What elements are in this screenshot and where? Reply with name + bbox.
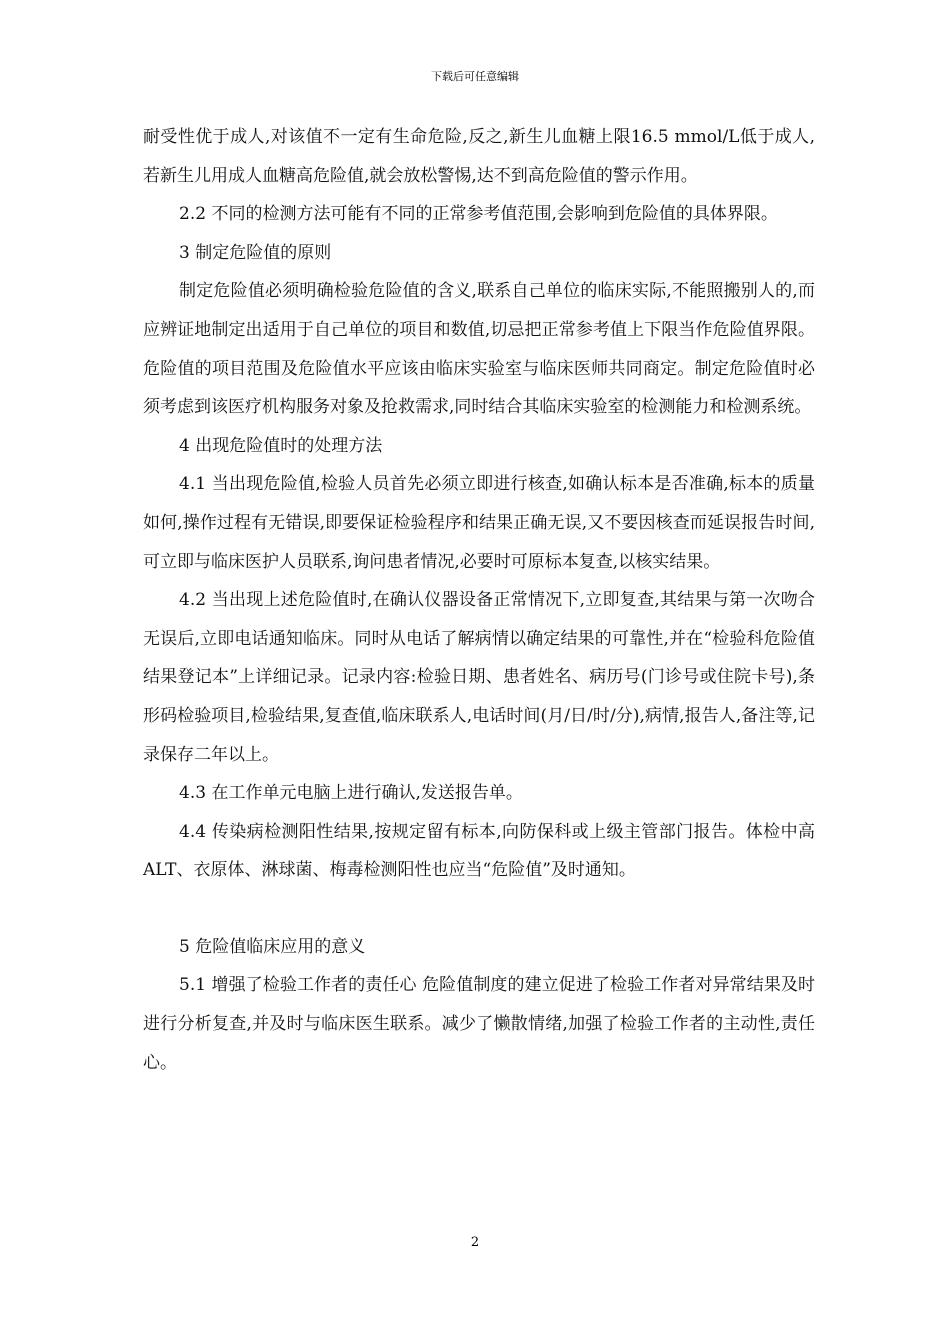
blank-line — [143, 890, 815, 928]
document-body — [143, 118, 815, 1082]
paragraph-4-1: 4.1 当出现危险值,检验人员首先必须立即进行核查,如确认标本是否准确,标本的质量如何,操作过程有无错误,即要保证检验程序和结果正确无误,又不要因核查而延误报告时间,可立即与临床医护人员联系,询问患者情况,必要时可原标本复查,以核实结果。 — [143, 474, 815, 572]
paragraph-5-1: 5.1 增强了检验工作者的责任心 危险值制度的建立促进了检验工作者对异常结果及时进行分析复查,并及时与临床医生联系。减少了懒散情绪,加强了检验工作者的主动性,责任心。 — [143, 975, 815, 1073]
paragraph-4-4: 4.4 传染病检测阳性结果,按规定留有标本,向防保科或上级主管部门报告。体检中高ALT、衣原体、淋球菌、梅毒检测阳性也应当“危险值”及时通知。 — [143, 821, 815, 881]
page-number: 2 — [470, 1235, 480, 1250]
section-heading-3: 3 制定危险值的原则 — [179, 242, 332, 263]
paragraph-4-2: 4.2 当出现上述危险值时,在确认仪器设备正常情况下,立即复查,其结果与第一次吻合无误后,立即电话通知临床。同时从电话了解病情以确定结果的可靠性,并在“检验科危险值结果登记本”上详细记录。记录内容:检验日期、患者姓名、病历号(门诊号或住院卡号),条形码检验项目,检验结果,复查值,临床联系人,电话时间(月/日/时/分),病情,报告人,备注等,记录保存二年以上。 — [143, 590, 815, 765]
paragraph-continuation: 耐受性优于成人,对该值不一定有生命危险,反之,新生儿血糖上限16.5 mmol/L低于成人,若新生儿用成人血糖高危险值,就会放松警惕,达不到高危险值的警示作用。 — [143, 127, 815, 186]
section-heading-4: 4 出现危险值时的处理方法 — [179, 435, 383, 456]
paragraph-2-2: 2.2 不同的检测方法可能有不同的正常参考值范围,会影响到危险值的具体界限。 — [179, 204, 778, 225]
paragraph-3-body: 制定危险值必须明确检验危险值的含义,联系自己单位的临床实际,不能照搬别人的,而应辨证地制定出适用于自己单位的项目和数值,切忌把正常参考值上下限当作危险值界限。危险值的项目范围及危险值水平应该由临床实验室与临床医师共同商定。制定危险值时必须考虑到该医疗机构服务对象及抢救需求,同时结合其临床实验室的检测能力和检测系统。 — [143, 281, 815, 418]
section-heading-5: 5 危险值临床应用的意义 — [179, 936, 366, 957]
page-header: 下载后可任意编辑 — [431, 70, 519, 83]
paragraph-4-3: 4.3 在工作单元电脑上进行确认,发送报告单。 — [179, 783, 523, 804]
